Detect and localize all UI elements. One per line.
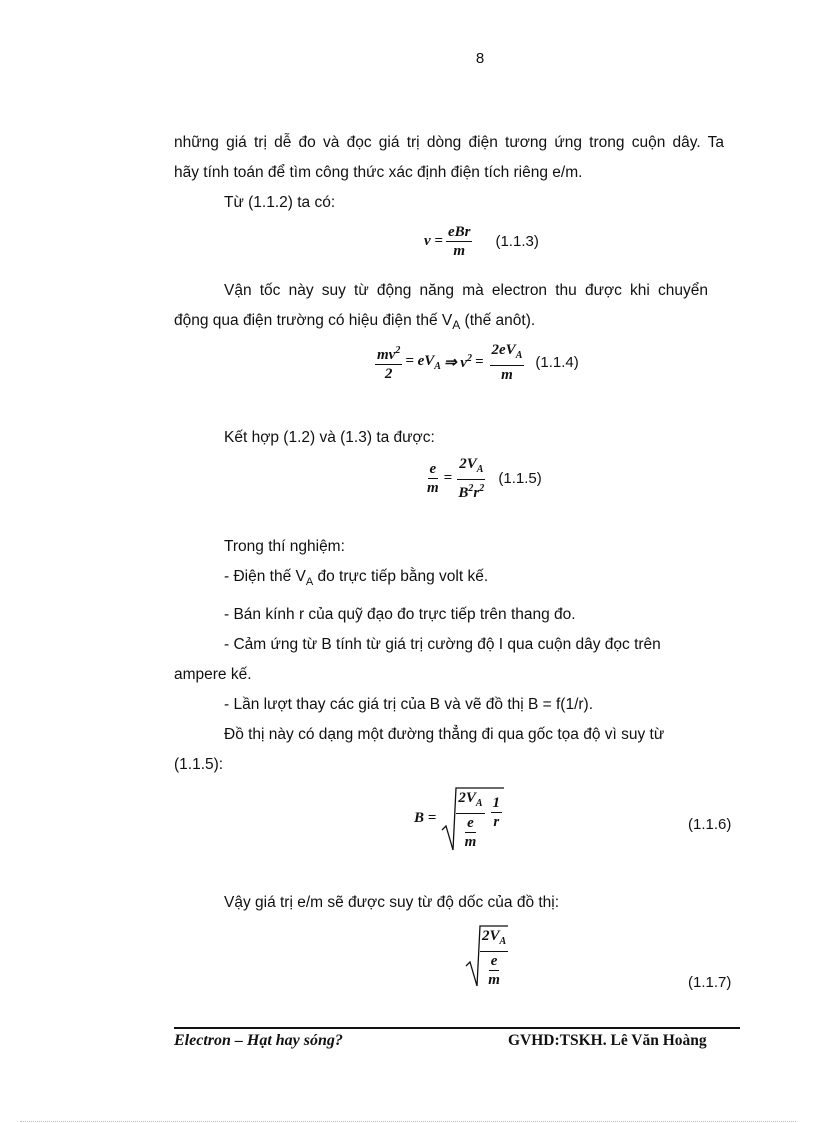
denominator: m xyxy=(488,972,500,988)
eq-equals: = xyxy=(443,470,453,486)
paragraph-line xyxy=(224,562,488,597)
footer-advisor: GVHD:TSKH. Lê Văn Hoàng xyxy=(508,1032,707,1049)
fraction xyxy=(375,343,402,382)
denominator: 2 xyxy=(384,366,393,382)
paragraph-line: Kết hợp (1.2) và (1.3) ta được: xyxy=(224,429,435,446)
eq-equals: = xyxy=(474,354,484,370)
page-number: 8 xyxy=(475,50,485,67)
text-fragment: (thế anôt). xyxy=(460,312,536,329)
paragraph-line: - Bán kính r của quỹ đạo đo trực tiếp trên thang đo. xyxy=(224,606,576,623)
denominator: m xyxy=(464,834,477,850)
subscript: A xyxy=(452,318,461,333)
equation-1-1-3 xyxy=(424,224,539,259)
paragraph-line: - Lần lượt thay các giá trị của B và vẽ đồ thị B = f(1/r). xyxy=(224,696,594,713)
numerator: 1 xyxy=(492,794,500,811)
footer-title: Electron – Hạt hay sóng? xyxy=(174,1032,343,1049)
numerator: $mv^2$ xyxy=(377,345,401,363)
paragraph-line: Từ (1.1.2) ta có: xyxy=(224,194,336,211)
numerator: e xyxy=(429,461,437,477)
subscript: A xyxy=(305,576,314,589)
numerator: $2eV_A$ xyxy=(490,342,525,366)
denominator: $B^2r^2$ xyxy=(458,483,485,501)
eq-lhs: B = xyxy=(414,809,437,826)
paragraph-line xyxy=(174,306,535,340)
paragraph-line: Trong thí nghiệm: xyxy=(224,538,345,555)
eq-middle: = $eV_A$ xyxy=(405,353,441,372)
equation-1-1-6 xyxy=(414,786,505,850)
equation-1-1-4 xyxy=(372,342,579,383)
square-root xyxy=(440,786,484,850)
text-fragment: động qua điện trường có hiệu điện thế V xyxy=(174,312,453,329)
numerator: $2V_A$ xyxy=(456,790,484,814)
text-fragment: đo trực tiếp bằng volt kế. xyxy=(313,568,489,585)
page-bottom-border xyxy=(20,1121,796,1122)
paragraph-line: những giá trị dễ đo và đọc giá trị dòng điện tương ứng trong cuộn dây. Ta xyxy=(174,134,724,151)
equation-label: (1.1.4) xyxy=(535,354,579,371)
denominator: m xyxy=(427,480,439,496)
numerator: e xyxy=(467,815,474,831)
paragraph-line: Đồ thị này có dạng một đường thẳng đi qua gốc tọa độ vì suy từ xyxy=(224,726,665,743)
paragraph-line: Vận tốc này suy từ động năng mà electron thu được khi chuyển xyxy=(224,282,708,299)
fraction xyxy=(446,224,473,259)
text-fragment: - Điện thế V xyxy=(224,568,306,585)
square-root xyxy=(464,924,508,988)
radical-sign xyxy=(440,786,504,852)
denominator: r xyxy=(493,813,500,830)
paragraph-line: hãy tính toán để tìm công thức xác định điện tích riêng e/m. xyxy=(174,164,583,181)
footer-rule xyxy=(174,1027,740,1029)
equation-label: (1.1.3) xyxy=(495,233,539,250)
eq-lhs: v = xyxy=(424,233,443,249)
equation-label: (1.1.7) xyxy=(688,974,732,991)
paragraph-line: Vậy giá trị e/m sẽ được suy từ độ dốc của đồ thị: xyxy=(224,894,560,911)
equation-label: (1.1.5) xyxy=(498,470,542,487)
paragraph-line: - Cảm ứng từ B tính từ giá trị cường độ I qua cuộn dây đọc trên xyxy=(224,636,661,653)
numerator: eBr xyxy=(447,224,471,240)
fraction xyxy=(490,342,525,383)
paragraph-line: (1.1.5): xyxy=(174,756,224,773)
numerator: $2V_A$ xyxy=(480,928,508,952)
denominator: m xyxy=(501,367,513,383)
fraction xyxy=(457,456,485,501)
equation-label: (1.1.6) xyxy=(688,816,732,833)
equation-1-1-5 xyxy=(424,456,542,501)
denominator: m xyxy=(453,243,466,259)
equation-1-1-7 xyxy=(464,924,508,988)
fraction xyxy=(427,461,439,496)
eq-implies: ⇒ $v^2$ xyxy=(443,353,472,371)
paragraph-line: ampere kế. xyxy=(174,666,252,683)
numerator: $2V_A$ xyxy=(457,456,485,480)
radical-sign xyxy=(464,924,508,988)
numerator: e xyxy=(490,953,498,969)
